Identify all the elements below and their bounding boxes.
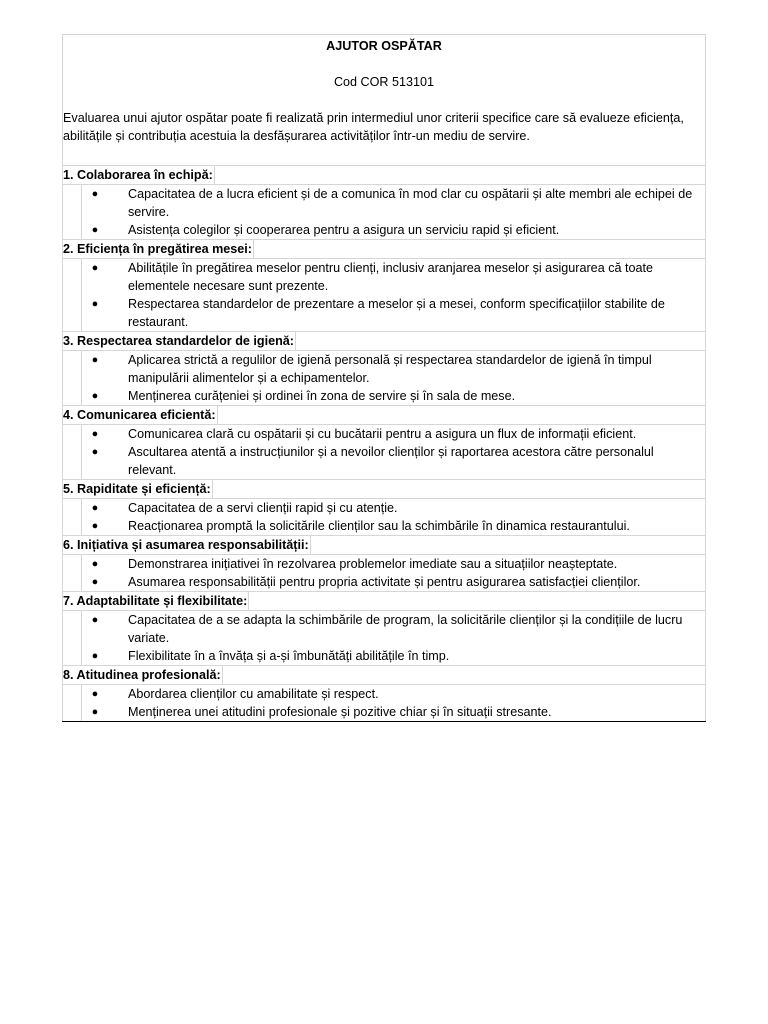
criteria-list [63, 184, 705, 239]
criteria-list [63, 350, 705, 405]
list-item-text: Asistența colegilor și cooperarea pentru a asigura un serviciu rapid și eficient. [128, 223, 560, 237]
section-title [63, 591, 705, 610]
list-item [81, 685, 705, 703]
section-title-text: 8. Atitudinea profesională: [63, 668, 221, 682]
criteria-list [63, 258, 705, 331]
spacer [63, 145, 705, 163]
section-title [63, 665, 705, 684]
bullet-icon: ● [91, 706, 99, 718]
bullet-icon: ● [91, 390, 99, 402]
list-item-text: Capacitatea de a se adapta la schimbările de program, la solicitările clienților și la condițiile de lucru variate. [128, 613, 683, 645]
list-item-text: Menținerea curățeniei și ordinei în zona de servire și în sala de mese. [128, 389, 516, 403]
bullet-icon: ● [91, 224, 99, 236]
list-item-text: Aplicarea strictă a regulilor de igienă personală și respectarea standardelor de igienă în timpul manipulării alimentelor și a echipamentelor. [128, 353, 652, 385]
document-bottom-rule [62, 721, 706, 722]
bullet-icon: ● [91, 576, 99, 588]
list-item [81, 499, 705, 517]
criteria-list [63, 554, 705, 591]
list-item [81, 555, 705, 573]
section-title [63, 331, 705, 350]
section-title [63, 165, 705, 184]
list-item-text: Comunicarea clară cu ospătarii și cu bucătarii pentru a asigura un flux de informații eficient. [128, 427, 637, 441]
list-item-text: Demonstrarea inițiativei în rezolvarea problemelor imediate sau a situațiilor neașteptate. [128, 557, 618, 571]
list-item-text: Ascultarea atentă a instrucțiunilor și a nevoilor clienților și raportarea acestora către personalul relevant. [128, 445, 654, 477]
section-title-text: 1. Colaborarea în echipă: [63, 168, 213, 182]
bullet-icon: ● [91, 428, 99, 440]
list-item-text: Abordarea clienților cu amabilitate și respect. [128, 687, 379, 701]
section-title [63, 479, 705, 498]
list-item-text: Respectarea standardelor de prezentare a meselor și a mesei, conform specificațiilor stabilite de restaurant. [128, 297, 665, 329]
list-item [81, 221, 705, 239]
bullet-icon: ● [91, 520, 99, 532]
document-header [63, 35, 705, 165]
list-item [81, 387, 705, 405]
bullet-icon: ● [91, 262, 99, 274]
list-item [81, 573, 705, 591]
list-item [81, 443, 705, 479]
list-item [81, 703, 705, 721]
bullet-icon: ● [91, 558, 99, 570]
list-item-text: Flexibilitate în a învăța și a-și îmbunătăți abilitățile în timp. [128, 649, 450, 663]
bullet-icon: ● [91, 446, 99, 458]
bullet-icon: ● [91, 688, 99, 700]
section-title-text: 5. Rapiditate și eficiență: [63, 482, 211, 496]
criteria-list [63, 610, 705, 665]
criteria-sections [63, 165, 705, 721]
list-item-text: Capacitatea de a servi clienții rapid și cu atenție. [128, 501, 398, 515]
document-code: Cod COR 513101 [333, 75, 435, 89]
spacer [63, 91, 705, 109]
list-item [81, 259, 705, 295]
criteria-list [63, 424, 705, 479]
section-title-text: 6. Inițiativa și asumarea responsabilității: [63, 538, 309, 552]
section-title-text: 2. Eficiența în pregătirea mesei: [63, 242, 252, 256]
section-title [63, 405, 705, 424]
list-item-text: Reacționarea promptă la solicitările clienților sau la schimbările în dinamica restaurantului. [128, 519, 630, 533]
list-item-text: Capacitatea de a lucra eficient și de a comunica în mod clar cu ospătarii și alte membri ale echipei de servire. [128, 187, 693, 219]
bullet-icon: ● [91, 298, 99, 310]
bullet-icon: ● [91, 614, 99, 626]
document-title: AJUTOR OSPĂTAR [326, 39, 442, 53]
criteria-list [63, 684, 705, 721]
bullet-icon: ● [91, 188, 99, 200]
spacer [63, 55, 705, 73]
list-item-text: Asumarea responsabilității pentru propria activitate și pentru asigurarea satisfacției clienților. [128, 575, 641, 589]
list-item [81, 185, 705, 221]
section-title [63, 239, 705, 258]
list-item [81, 351, 705, 387]
document-page [62, 34, 706, 721]
section-title [63, 535, 705, 554]
list-item [81, 647, 705, 665]
section-title-text: 3. Respectarea standardelor de igienă: [63, 334, 294, 348]
section-title-text: 7. Adaptabilitate și flexibilitate: [63, 594, 248, 608]
list-item [81, 295, 705, 331]
list-item-text: Menținerea unei atitudini profesionale și pozitive chiar și în situații stresante. [128, 705, 552, 719]
criteria-list [63, 498, 705, 535]
bullet-icon: ● [91, 354, 99, 366]
bullet-icon: ● [91, 502, 99, 514]
list-item [81, 611, 705, 647]
document-intro: Evaluarea unui ajutor ospătar poate fi realizată prin intermediul unor criterii specifice care să evalueze eficiența, abilitățile și contribuția acestuia la desfășurarea activităților într-un mediu de servire. [63, 111, 684, 143]
list-item [81, 425, 705, 443]
section-title-text: 4. Comunicarea eficientă: [63, 408, 216, 422]
list-item-text: Abilitățile în pregătirea meselor pentru clienți, inclusiv aranjarea meselor și asigurarea că toate elementele necesare sunt prezente. [128, 261, 654, 293]
list-item [81, 517, 705, 535]
bullet-icon: ● [91, 650, 99, 662]
